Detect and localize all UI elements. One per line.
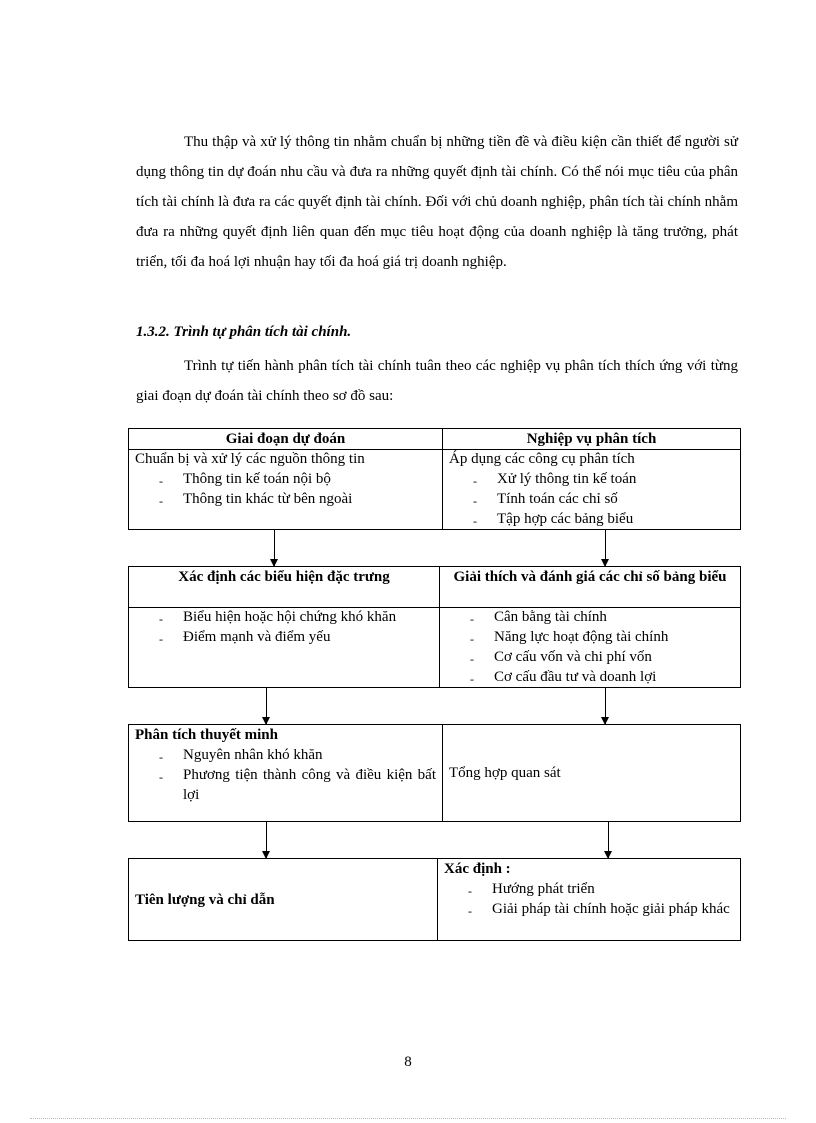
page-bottom-divider [30, 1118, 786, 1119]
arrow-down-icon [605, 688, 606, 724]
list-item: - Cân bằng tài chính [446, 607, 734, 627]
box3-left-title: Phân tích thuyết minh [135, 727, 278, 743]
list-item: - Cơ cấu đầu tư và doanh lợi [446, 667, 734, 687]
box4-left [129, 859, 437, 940]
arrow-down-icon [605, 530, 606, 566]
list-item: - Thông tin khác từ bên ngoài [135, 489, 436, 509]
box1-right [443, 429, 740, 529]
box4-right [438, 859, 740, 940]
list-item: - Thông tin kế toán nội bộ [135, 469, 436, 489]
diagram-box-2 [128, 566, 741, 688]
list-item: - Biểu hiện hoặc hội chứng khó khăn [135, 607, 433, 627]
box3-left [129, 725, 442, 821]
box3-right-text: Tổng hợp quan sát [449, 765, 561, 781]
list-item: - Tính toán các chỉ số [449, 489, 734, 509]
box2-right-header: Giải thích và đánh giá các chỉ số bảng biểu [453, 569, 727, 585]
box2-left-header: Xác định các biểu hiện đặc trưng [178, 569, 390, 585]
list-item: - Phương tiện thành công và điều kiện bất lợi [135, 765, 436, 805]
box1-left [129, 429, 442, 529]
body-text-2 [136, 351, 738, 411]
body-text [136, 127, 738, 277]
box2-left [129, 567, 439, 687]
arrow-down-icon [274, 530, 275, 566]
section-heading: 1.3.2. Trình tự phân tích tài chính. [136, 324, 352, 340]
list-item: - Điểm mạnh và điểm yếu [135, 627, 433, 647]
box2-right [440, 567, 740, 687]
box4-right-title: Xác định : [444, 861, 511, 877]
arrow-down-icon [266, 822, 267, 858]
diagram-box-4 [128, 858, 741, 941]
box1-right-title: Áp dụng các công cụ phân tích [449, 451, 635, 467]
list-item: - Hướng phát triển [444, 879, 734, 899]
list-item: - Tập hợp các bảng biểu [449, 509, 734, 529]
diagram-box-3 [128, 724, 741, 822]
page-number: 8 [404, 1054, 412, 1070]
list-item: - Giải pháp tài chính hoặc giải pháp khác [444, 899, 734, 919]
arrow-down-icon [266, 688, 267, 724]
diagram-intro-paragraph: Trình tự tiến hành phân tích tài chính tuân theo các nghiệp vụ phân tích thích ứng với từng giai đoạn dự đoán tài chính theo sơ đồ sau: [136, 358, 738, 404]
box1-right-header: Nghiệp vụ phân tích [526, 431, 657, 447]
list-item: - Cơ cấu vốn và chi phí vốn [446, 647, 734, 667]
box1-left-title: Chuẩn bị và xử lý các nguồn thông tin [135, 451, 365, 467]
box3-right [443, 725, 740, 821]
arrow-down-icon [608, 822, 609, 858]
diagram-box-1 [128, 428, 741, 530]
box1-left-header: Giai đoạn dự đoán [225, 431, 346, 447]
list-item: - Năng lực hoạt động tài chính [446, 627, 734, 647]
list-item: - Xử lý thông tin kế toán [449, 469, 734, 489]
list-item: - Nguyên nhân khó khăn [135, 745, 436, 765]
box4-left-text: Tiên lượng và chỉ dẫn [135, 891, 275, 908]
intro-paragraph: Thu thập và xử lý thông tin nhằm chuẩn bị những tiền đề và điều kiện cần thiết để người sử dụng thông tin dự đoán nhu cầu và đưa ra những quyết định tài chính. Có thể nói mục tiêu của phân tích tài chính là đưa ra các quyết định tài chính. Đối với chủ doanh nghiệp, phân tích tài chính nhằm đưa ra những quyết định liên quan đến mục tiêu hoạt động của doanh nghiệp là tăng trưởng, phát triển, tối đa hoá lợi nhuận hay tối đa hoá giá trị doanh nghiệp. [136, 134, 738, 270]
